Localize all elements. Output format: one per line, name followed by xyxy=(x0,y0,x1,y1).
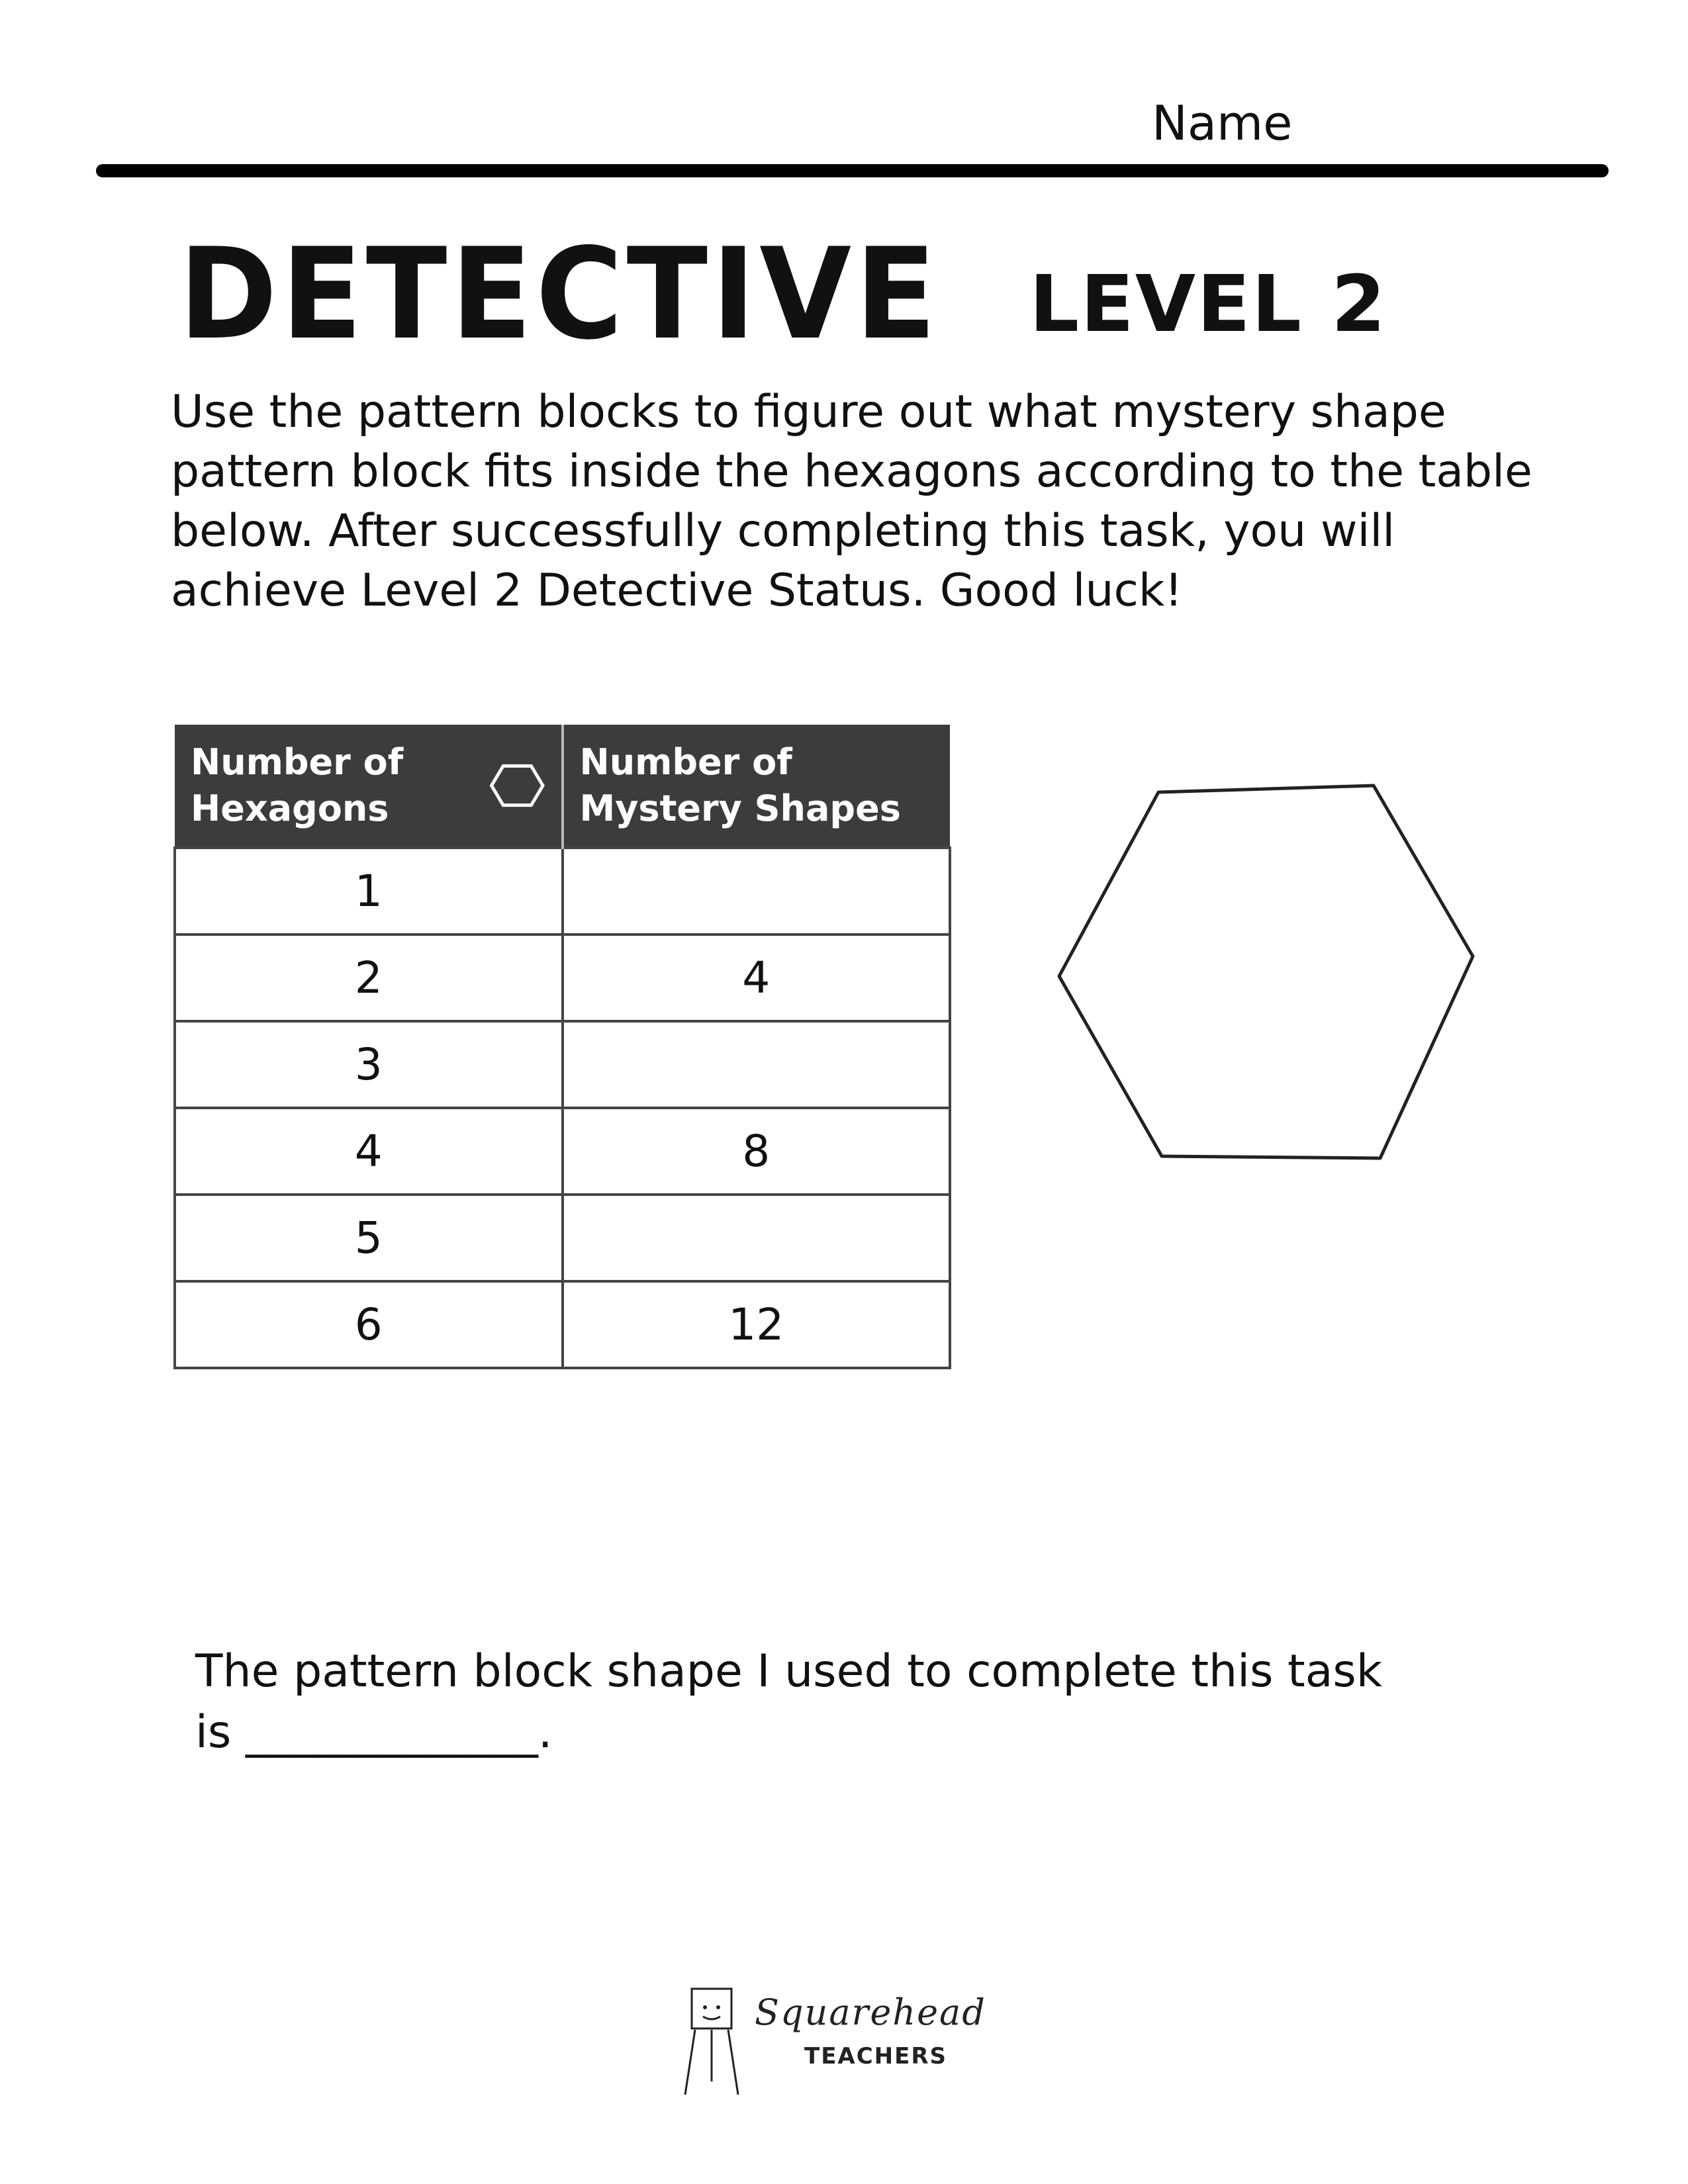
instructions-text: Use the pattern blocks to figure out what mystery shape pattern block fits inside the hexagons according to the table below. After successfully completing this task, you will achieve Level 2 Detective Status. Good luck! xyxy=(171,386,1532,617)
hexagon-count-cell: 6 xyxy=(175,1281,563,1368)
table-header-row xyxy=(175,725,950,848)
hexagon-count-cell: 3 xyxy=(175,1021,563,1108)
mystery-count-cell[interactable] xyxy=(563,1195,951,1281)
hexagon-icon xyxy=(489,752,545,819)
table-row xyxy=(175,1195,950,1281)
mystery-count-cell: 4 xyxy=(563,934,951,1021)
mystery-count-cell[interactable] xyxy=(563,1021,951,1108)
answer-line-1: The pattern block shape I used to complete this task xyxy=(195,1645,1383,1698)
hexagon-count-cell: 1 xyxy=(175,848,563,934)
answer-line-2[interactable]: is _____________. xyxy=(195,1706,553,1758)
level-label: LEVEL 2 xyxy=(1029,258,1387,349)
mystery-count-cell[interactable] xyxy=(563,848,951,934)
table-row xyxy=(175,1021,950,1108)
hexagon-drawing xyxy=(1049,778,1479,1171)
mystery-count-cell: 8 xyxy=(563,1108,951,1195)
table-row xyxy=(175,1108,950,1195)
col-header-mystery-shapes: Number of Mystery Shapes xyxy=(563,725,951,848)
hexagon-count-cell: 4 xyxy=(175,1108,563,1195)
table-row xyxy=(175,848,950,934)
teacher-figure-icon xyxy=(675,1982,748,2101)
header-rule xyxy=(96,164,1609,177)
col-header-hexagons xyxy=(175,725,563,848)
name-label: Name xyxy=(1152,95,1293,151)
hexagon-count-cell: 2 xyxy=(175,934,563,1021)
detective-word: DETECTIVE xyxy=(179,221,940,361)
hexagon-count-cell: 5 xyxy=(175,1195,563,1281)
logo-name: Squarehead xyxy=(755,1991,986,2033)
logo-sub: TEACHERS xyxy=(804,2043,948,2070)
table-row xyxy=(175,934,950,1021)
col-header-hexagons-label: Number of Hexagons xyxy=(191,741,404,829)
hexagon-table xyxy=(173,725,951,1369)
detective-title xyxy=(179,208,947,361)
squarehead-teachers-logo xyxy=(675,1982,1013,2101)
mystery-count-cell: 12 xyxy=(563,1281,951,1368)
table-row xyxy=(175,1281,950,1368)
answer-prompt xyxy=(195,1641,1519,1763)
